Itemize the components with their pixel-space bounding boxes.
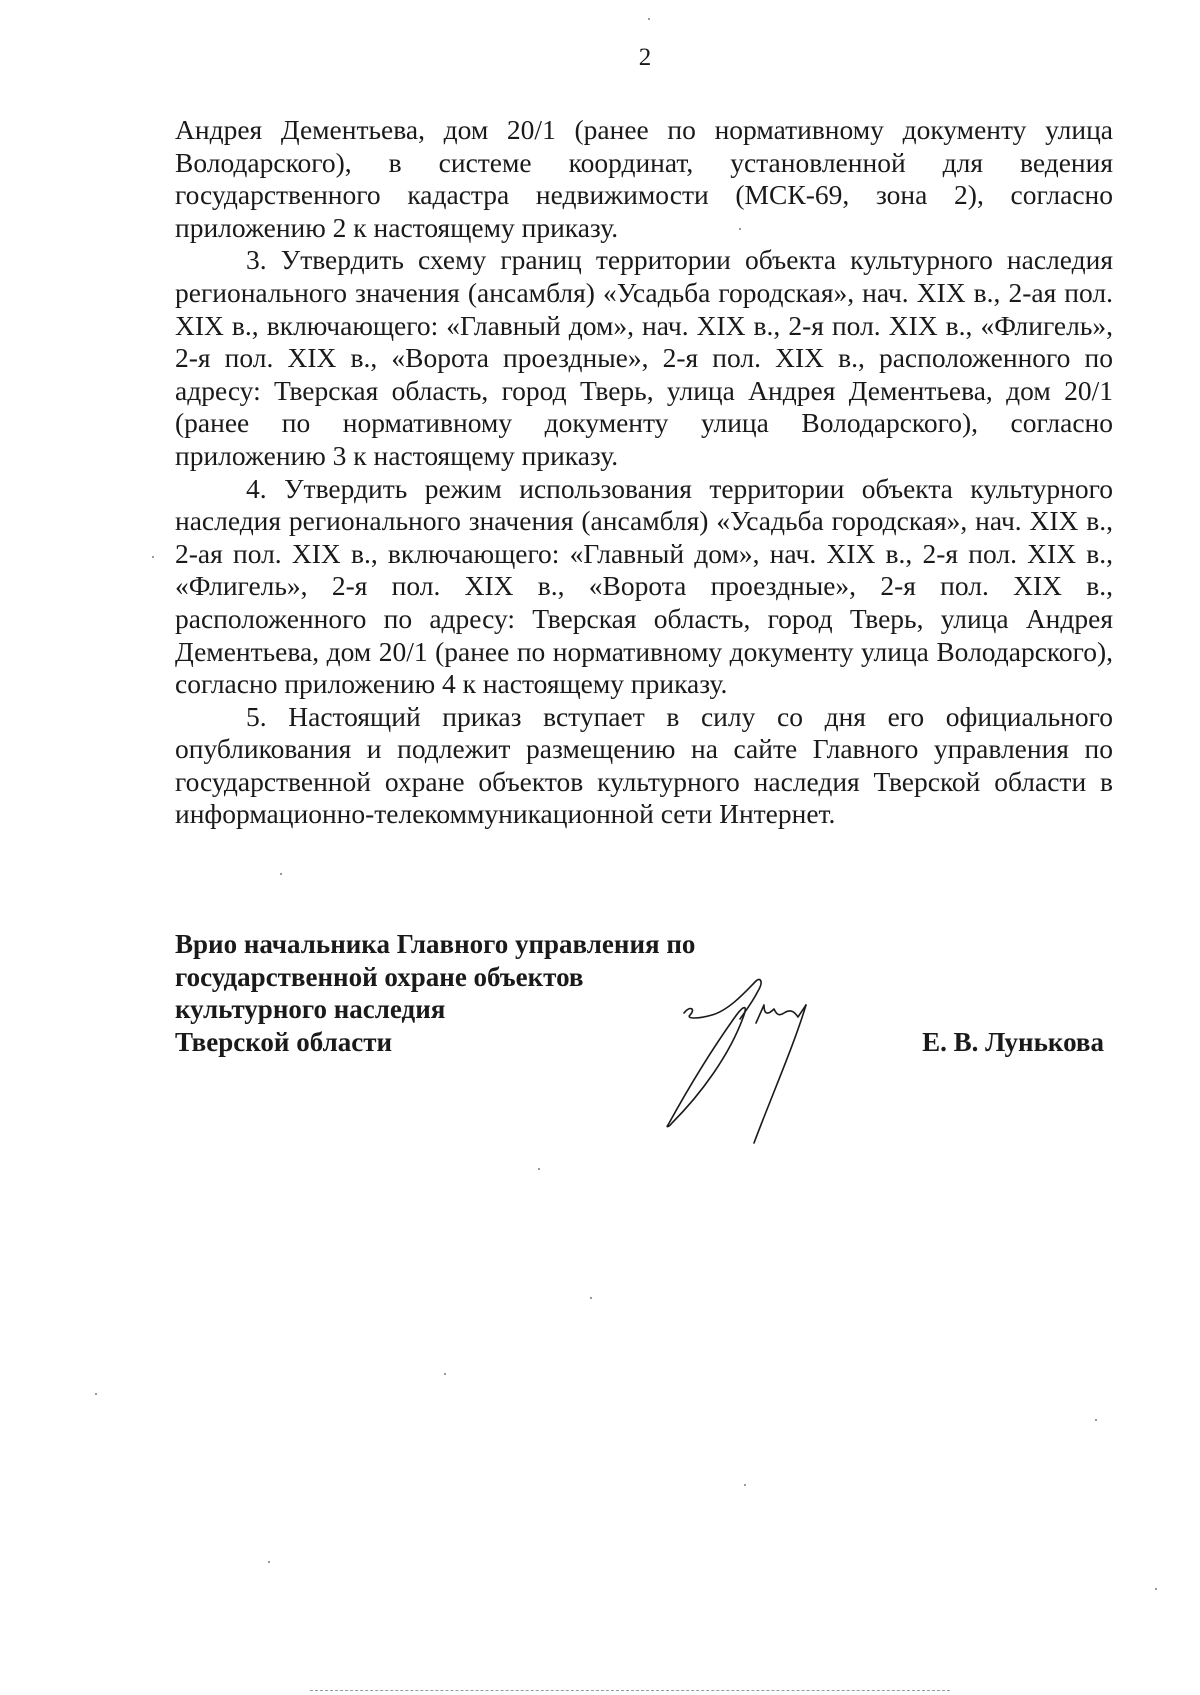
signature-stroke — [667, 1008, 745, 1127]
scan-speck — [1155, 1588, 1157, 1590]
signatory-position — [175, 928, 735, 1058]
scan-speck — [648, 18, 650, 20]
scan-speck — [744, 1484, 746, 1486]
scan-speck — [1095, 1419, 1097, 1421]
paragraph-continuation: Андрея Дементьева, дом 20/1 (ранее по нормативному документу улица Володарского), в системе координат, установленной для ведения государственного кадастра недвижимости (МСК-69, зона 2), согласно приложению 2 к настоящему приказу. — [175, 114, 1113, 243]
scan-bottom-edge — [310, 1690, 950, 1691]
scan-speck — [152, 556, 154, 558]
scan-speck — [95, 1393, 97, 1395]
signatory-position-line: Тверской области — [175, 1026, 393, 1057]
paragraph-item-4: 4. Утвердить режим использования территории объекта культурного наследия регионального значения (ансамбля) «Усадьба городская», нач. XIX в., 2-ая пол. XIX в., включающего: «Главный дом», нач. XIX в., 2-я пол. XIX в., «Флигель», 2-я пол. XIX в., «Ворота проездные», 2-я пол. XIX в., расположенного по адресу: Тверская область, город Тверь, улица Андрея Дементьева, дом 20/1 (ранее по нормативному документу улица Володарского), согласно приложению 4 к настоящему приказу. — [175, 472, 1113, 700]
document-body — [175, 114, 1113, 831]
signatory-position-line: культурного наследия — [175, 994, 446, 1024]
scan-speck — [280, 873, 282, 875]
scan-speck — [590, 1297, 592, 1299]
scan-speck — [268, 1561, 270, 1563]
paragraph-item-3: 3. Утвердить схему границ территории объекта культурного наследия регионального значения (ансамбля) «Усадьба городская», нач. XIX в., 2-ая пол. XIX в., включающего: «Главный дом», нач. XIX в., 2-я пол. XIX в., «Флигель», 2-я пол. XIX в., «Ворота проездные», 2-я пол. XIX в., расположенного по адресу: Тверская область, город Тверь, улица Андрея Дементьева, дом 20/1 (ранее по нормативному документу улица Володарского), согласно приложению 3 к настоящему приказу. — [175, 244, 1113, 471]
page-number: 2 — [638, 44, 652, 71]
signature-stroke — [754, 1005, 806, 1143]
paragraph-item-5: 5. Настоящий приказ вступает в силу со дня его официального опубликования и подлежит размещению на сайте Главного управления по государственной охране объектов культурного наследия Тверской области в информационно-телекоммуникационной сети Интернет. — [175, 700, 1113, 830]
signatory-position-line: Врио начальника Главного управления по — [175, 929, 696, 959]
signature-stroke — [684, 979, 761, 1019]
signature-stroke — [756, 1005, 806, 1023]
scan-speck — [739, 228, 741, 230]
handwritten-signature — [660, 975, 850, 1150]
scan-speck — [444, 1373, 446, 1375]
signatory-name: Е. В. Лунькова — [922, 1027, 1104, 1057]
scan-speck — [538, 1168, 540, 1170]
signatory-position-line: государственной охране объектов — [175, 961, 584, 992]
